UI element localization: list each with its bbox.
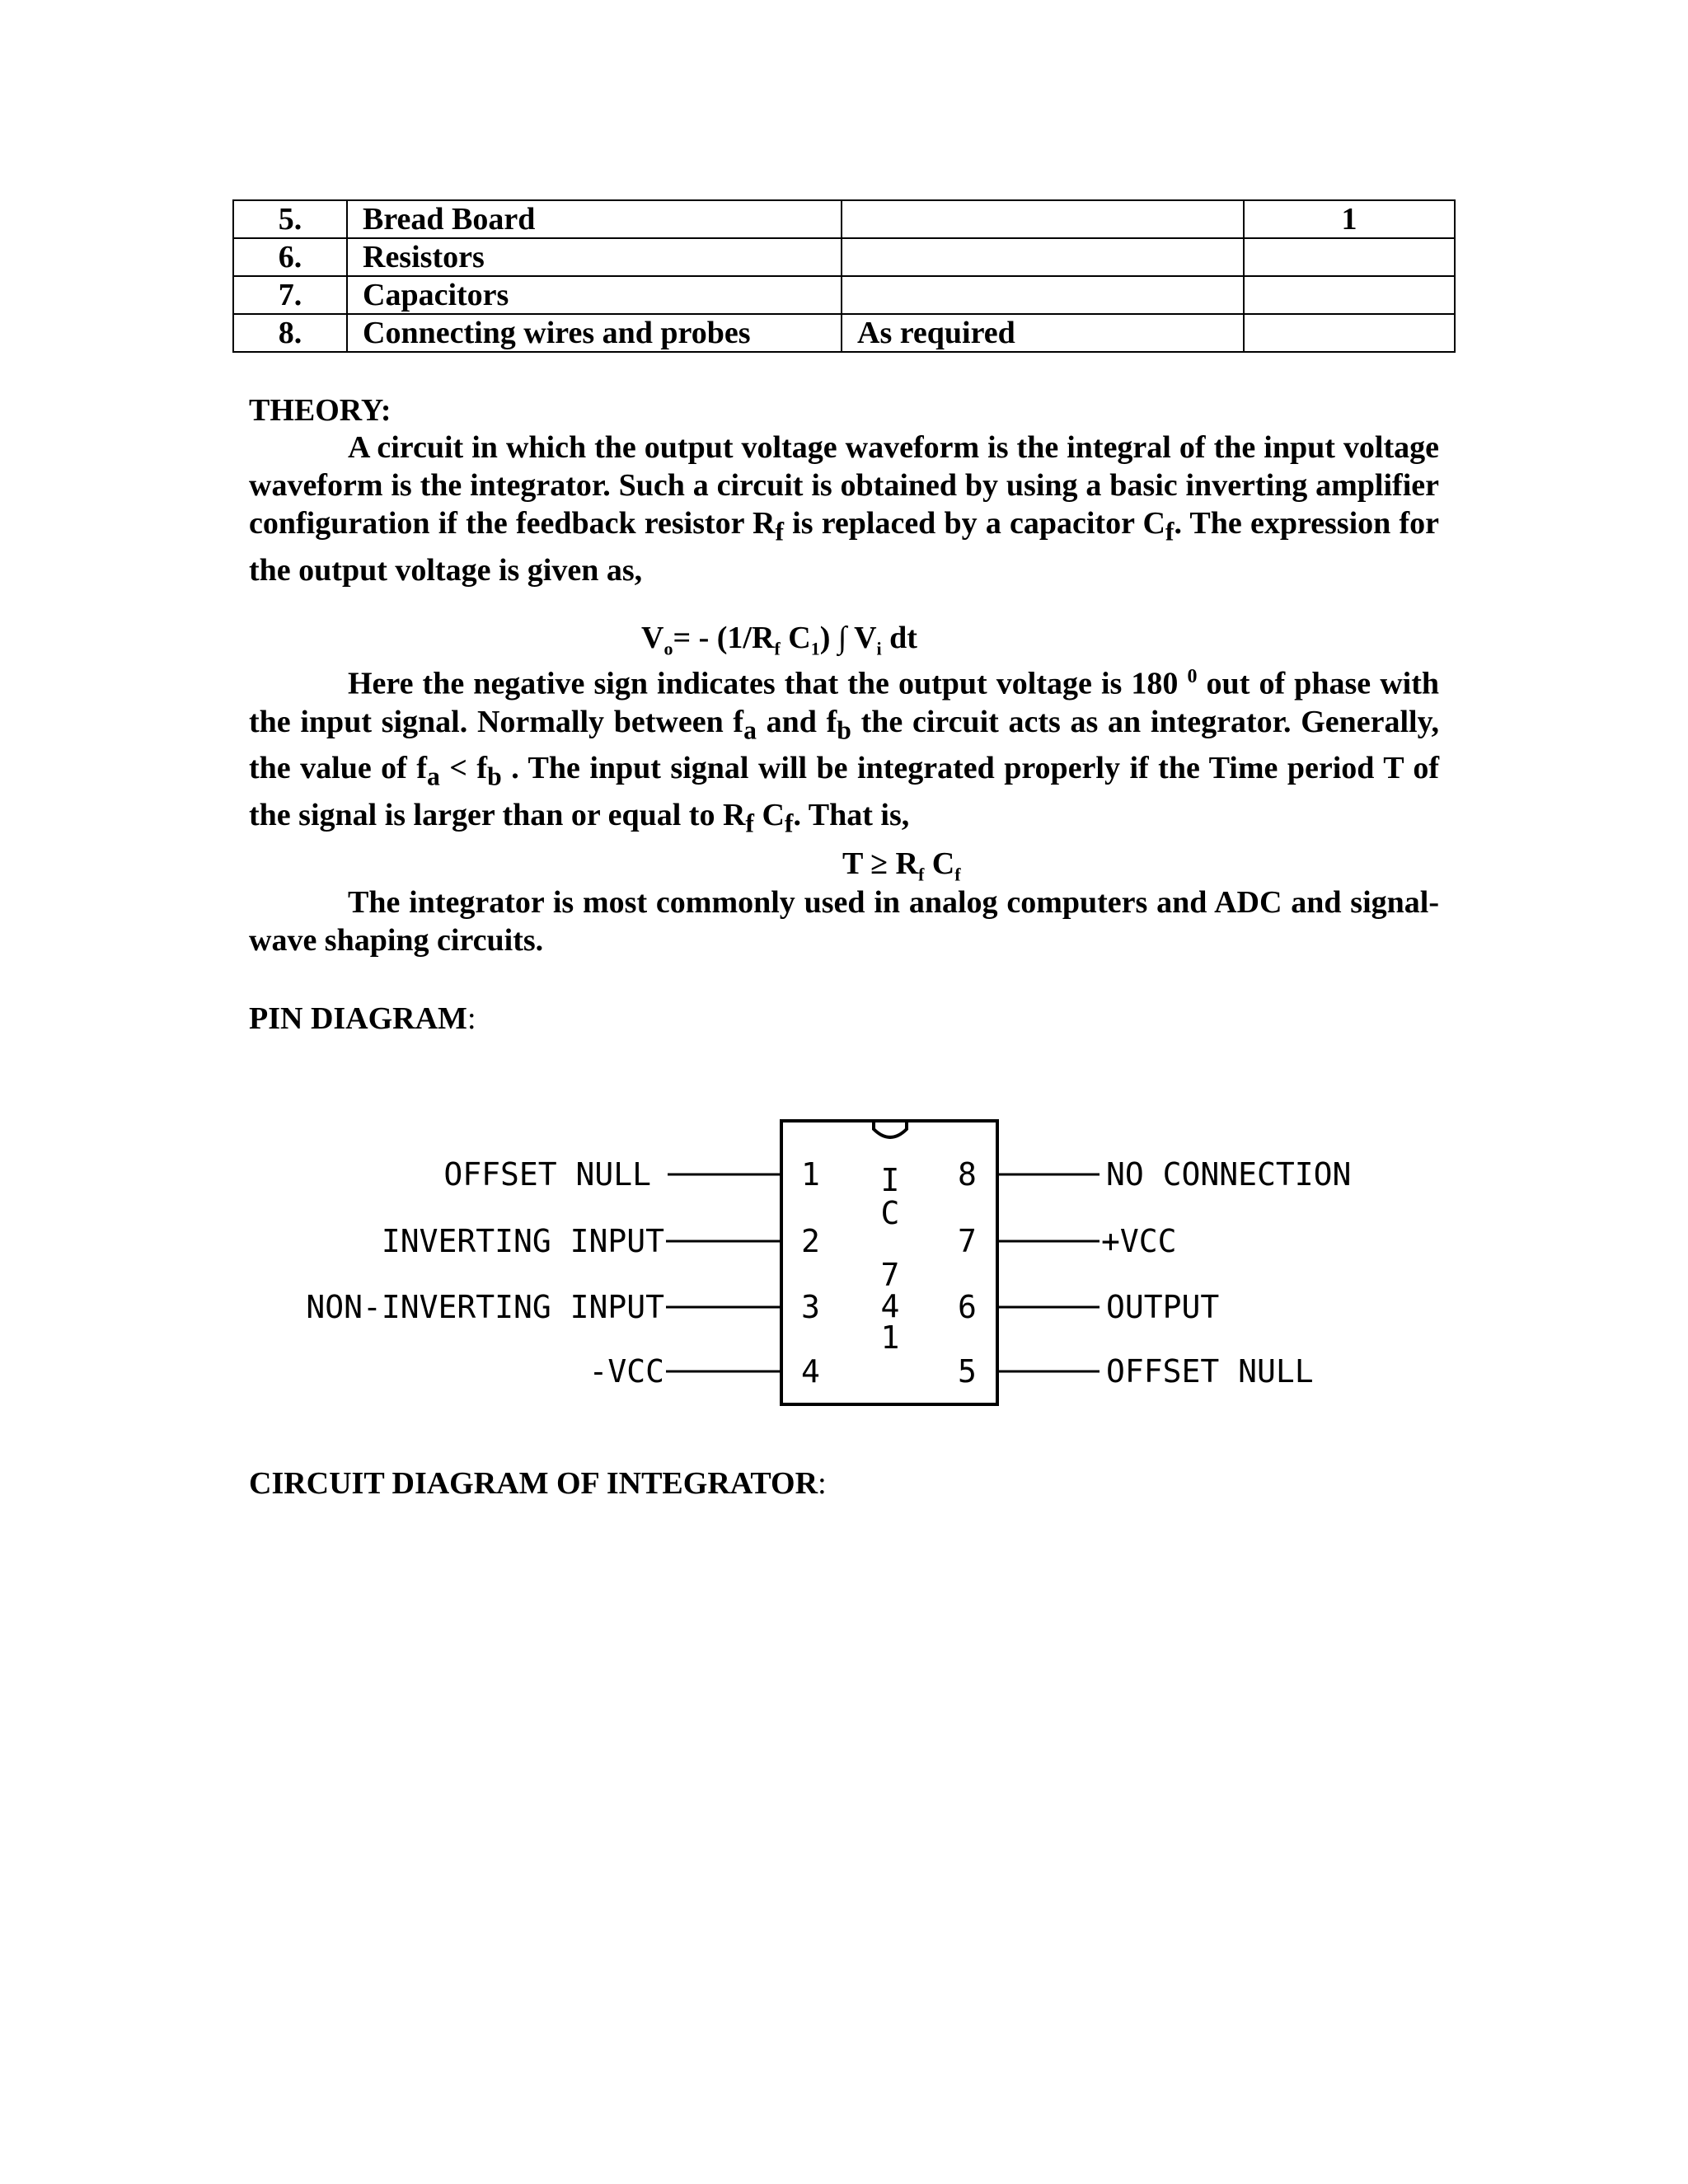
table-row <box>233 200 1455 238</box>
item-spec <box>842 276 1244 314</box>
item-qty <box>1244 238 1455 276</box>
item-spec <box>842 238 1244 276</box>
pin-3-number: 3 <box>801 1289 820 1325</box>
circuit-diagram-heading: CIRCUIT DIAGRAM OF INTEGRATOR: <box>249 1466 827 1501</box>
time-period-condition: $T \ge R_f$ $C_f$ <box>842 846 961 885</box>
pin-1-number: 1 <box>801 1156 820 1193</box>
pin-7-label: +VCC <box>1101 1223 1177 1259</box>
pin-4-number: 4 <box>801 1353 820 1390</box>
pin-5-label: OFFSET NULL <box>1106 1353 1314 1390</box>
equipment-table <box>232 199 1456 353</box>
ic741-pin-diagram <box>247 1104 1451 1418</box>
pin-8-label: NO CONNECTION <box>1106 1156 1352 1193</box>
item-name: Resistors <box>347 238 842 276</box>
chip-notch <box>874 1121 907 1137</box>
pin-5-number: 5 <box>958 1353 977 1390</box>
pin-3-label: NON-INVERTING INPUT <box>306 1289 664 1325</box>
pin-1-label: OFFSET NULL <box>443 1156 651 1193</box>
item-name: Capacitors <box>347 276 842 314</box>
chip-letter: 7 <box>880 1257 900 1293</box>
chip-letter: C <box>880 1195 900 1231</box>
theory-paragraph-3: The integrator is most commonly used in analog computers and ADC and signal-wave shaping circuits. <box>249 885 1439 958</box>
row-number: 5. <box>233 200 347 238</box>
item-qty <box>1244 314 1455 352</box>
chip-letter: I <box>880 1162 900 1198</box>
pin-6-label: OUTPUT <box>1106 1289 1220 1325</box>
pin-2-number: 2 <box>801 1223 820 1259</box>
pin-8-number: 8 <box>958 1156 977 1193</box>
item-qty <box>1244 276 1455 314</box>
pin-4-label: -VCC <box>588 1353 664 1390</box>
theory-paragraph-1: A circuit in which the output voltage waveform is the integral of the input voltage waveform is the integrator. Such a circuit is obtained by using a basic inverting amplifier configuration if the feedback resistor $R_f$ is replaced by a capacitor $C_f$. The expression for the output voltage is given as, <box>249 430 1439 588</box>
item-name: Bread Board <box>347 200 842 238</box>
item-spec: As required <box>842 314 1244 352</box>
theory-paragraph-2: Here the negative sign indicates that the output voltage is 180 $^0$ out of phase with the input signal. Normally between $f_a$ and $f_b$ the circuit acts as an integrator. Generally, the value of $f_a < f_b$ . The input signal will be integrated properly if the Time period T of the signal is larger than or equal to $R_f$ $C_f$. That is, <box>249 666 1440 838</box>
theory-heading: THEORY: <box>249 393 392 428</box>
row-number: 8. <box>233 314 347 352</box>
item-name: Connecting wires and probes <box>347 314 842 352</box>
item-spec <box>842 200 1244 238</box>
row-number: 6. <box>233 238 347 276</box>
item-qty: 1 <box>1244 200 1455 238</box>
pin-2-label: INVERTING INPUT <box>381 1223 664 1259</box>
table-row <box>233 238 1455 276</box>
pin-7-number: 7 <box>958 1223 977 1259</box>
pin-diagram-heading: PIN DIAGRAM: <box>249 1001 476 1036</box>
pin-6-number: 6 <box>958 1289 977 1325</box>
table-row <box>233 314 1455 352</box>
row-number: 7. <box>233 276 347 314</box>
chip-letter: 4 <box>880 1288 900 1324</box>
table-row <box>233 276 1455 314</box>
chip-letter: 1 <box>880 1319 900 1356</box>
output-voltage-formula: $V_o= - (1/R_f$ $C_1$) ∫ $V_i$ dt <box>641 621 917 659</box>
